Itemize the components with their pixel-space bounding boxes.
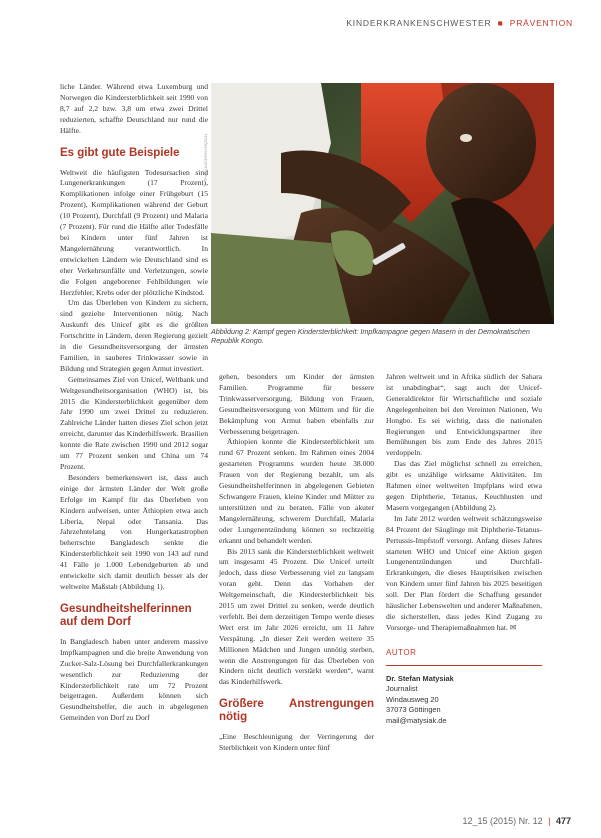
paragraph: Jahren weltweit und in Afrika südlich der Sahara ist unabdingbar“, sagt auch der Unicef-Generaldirektor für Wirtschaftliche und soziale Angelegenheiten bei den Vereinten Nationen, Wu Hongbo. Es sei wichtig, dass die nationalen Regierungen und Entwicklungspartner ihre Bemühungen bis zum Ende des Jahres 2015 verdoppeln.: [386, 372, 542, 458]
paragraph: Besonders bemerkenswert ist, dass auch einige der ärmsten Länder der Welt große Erfolge im Kampf für das Überleben von Kindern aufweisen, unter Äthiopien etwa auch Liberia, Nepal oder Tansania. Das Jahrzehntelang von Hungerkatastrophen beherrschte Bangladesch senkte die Kindersterblichkeit seit 1990 von 143 auf rund 41 Fälle je 1.000 Lebendgeburten ab und entwickelte sich damit deutlich besser als der weltweite Maßstab (Abbildung 1).: [60, 472, 208, 591]
paragraph: Äthiopien konnte die Kindersterblichkeit um rund 67 Prozent senken. Im Rahmen eines 2004 gestarteten Programms wurden heute 38.000 Frauen von der Regierung bezahlt, um als Gesundheitshelferinnen in abgelegenen Gebieten Schwangere Frauen, kleine Kinder und Mütter zu unterstützen und zu beraten. Fälle von akuter Mangelernährung, schwerem Durchfall, Malaria oder Lungenentzündung können so rechtzeitig erkannt und behandelt werden.: [219, 437, 374, 545]
footer-separator: |: [548, 816, 551, 826]
author-name: Dr. Stefan Matysiak: [386, 673, 454, 683]
page-number: 477: [555, 816, 571, 826]
author-divider: [386, 665, 542, 666]
author-role: Journalist: [386, 684, 418, 694]
photo-credit: Foto: UNICEF/NYHQ2011: [203, 133, 208, 180]
column-1: [60, 82, 208, 724]
end-mark-icon: ✉: [509, 622, 517, 632]
paragraph-text: Im Jahr 2012 wurden weltweit schätzungsweise 84 Prozent der Säuglinge mit Diphtherie-Tetanus-Pertussis-Impfstoff versorgt. Anfang dieses Jahres starteten WHO und Unicef eine Aktion gegen Lungenentzündungen und Durchfall-Erkrankungen, die dieses Hauptrisiken zwischen von Kindern unter fünf Jahren bis 2025 beseitigen soll. Der Plan fördert die Schaffung gesunder häuslicher Lebenswelten und anderer Maßnahmen, die sicherstellen, dass jedes Kind Zugang zu Vorsorge- und Therapiemaßnahmen hat.: [386, 513, 542, 632]
paragraph: In Bangladesch haben unter anderem massive Impfkampagnen und die breite Anwendung von Zucker-Salz-Lösung bei Durchfallerkrankungen wesentlich zur Reduzierung der Kindersterblichkeit rate um 72 Prozent beigetragen. Außerdem können sich Gesundheitshelfer, die auch in abgelegenen Gemeinden von Dorf zu Dorf: [60, 636, 208, 723]
paragraph: Um das Überleben von Kindern zu sichern, sind gezielte Interventionen nötig. Nach Auskunft des Unicef gibt es die größten Fortschritte in Ländern, deren Regierung gezielt in die Gesundheitsversorgung der ärmsten Familien, in sauberes Trinkwasser sowie in Bildung und Strategien gegen Armut investiert.: [60, 298, 208, 373]
heading-gute-beispiele: Es gibt gute Beispiele: [60, 146, 180, 159]
page-footer: [463, 816, 571, 826]
author-street: Windausweg 20: [386, 694, 439, 704]
paragraph: Bis 2013 sank die Kindersterblichkeit weltweit um insgesamt 45 Prozent. Die Unicef urteilt jedoch, dass diese Verbesserung viel zu langsam voran geht. Denn das Vorhaben der Weltgemeinschaft, die Kindersterblichkeit bis 2015 um zwei Drittel zu senken, werde deutlich verfehlt. Bei dem derzeitigen Tempo werde dieses Wert erst im Jahr 2026 erreicht, um 11 Jahre Verspätung. „In dieser Zeit werden weitere 35 Millionen Mädchen und Jungen unnötig sterben, wenn die Anstrengungen für das Überleben von Kindern nicht deutlich verstärkt werden“, warnt das Kinderhilfswerk.: [219, 546, 374, 687]
heading-gesundheitshelferinnen: Gesundheitshelferinnen auf dem Dorf: [60, 602, 192, 628]
heading-groessere-anstrengungen: Größere Anstrengungen nötig: [219, 698, 374, 724]
column-3: [386, 372, 542, 726]
paragraph: Das das Ziel möglichst schnell zu erreichen, gibt es unzählige wirksame Aktivitäten. Im Rahmen einer weltweiten Impfplans wird etwa gegen Diphtherie, Tetanus, Keuchhusten und Masern vorgegangen (Abbildung 2).: [386, 459, 542, 512]
author-email[interactable]: mail@matysiak.de: [386, 715, 447, 725]
paragraph: gehen, besonders um Kinder der ärmsten Familien. Programme für bessere Trinkwasserversorgung, Bildung von Frauen, Gesundheitsversorgung von Müttern und für die Bekämpfung von Armut haben ebenfalls zur Verbesserung beigetragen.: [219, 372, 374, 436]
vaccination-photo: [211, 83, 554, 324]
journal-name: KINDERKRANKENSCHWESTER: [346, 18, 492, 28]
paragraph: Gemeinsames Ziel von Unicef, Weltbank und Weltgesundheitsorganisation (WHO) ist, bis 2015 die Kindersterblichkeit gegenüber dem Jahr 1990 um zwei Drittel zu reduzieren. Zahlreiche Länder hatten dieses Ziel schon jetzt erreicht, darunter das Kinderhilfswerk. Brasilien konnte die Rate zwischen 1990 und 2012 sogar um 77 Prozent senken und China um 74 Prozent.: [60, 374, 208, 471]
intro-paragraph: liche Länder. Während etwa Luxemburg und Norwegen die Kindersterblichkeit seit 1990 von 8,7 auf 2,2 bzw. 3,8 um etwa zwei Drittel reduzierten, schaffte Deutschland nur rund die Hälfte.: [60, 82, 208, 135]
issue-info: 12_15 (2015) Nr. 12: [462, 816, 543, 826]
author-label: AUTOR: [386, 647, 417, 657]
section-name: PRÄVENTION: [509, 18, 573, 28]
column-2: [219, 372, 374, 754]
running-header: [346, 18, 573, 28]
paragraph: [386, 514, 542, 634]
paragraph: Weltweit die häufigsten Todesursachen sind Lungenerkrankungen (17 Prozent), Komplikationen infolge einer Frühgeburt (15 Prozent), Komplikationen während der Geburt (10 Prozent), Durchfall (9 Prozent) und Malaria (7 Prozent). Für rund die Hälfte aller Todesfälle bei Kindern unter fünf Jahren ist Mangelernährung verantwortlich. In entwickelten Ländern wie Deutschland sind es eher Verkehrsunfälle und Verletzungen, sowie die Folgen angeborener Fehlbildungen wie Herzfehler, Krebs oder der plötzliche Kindstod.: [60, 167, 208, 297]
header-separator: ■: [497, 18, 504, 28]
paragraph: „Eine Beschleunigung der Verringerung der Sterblichkeit von Kindern unter fünf: [219, 732, 374, 753]
figure-caption: Abbildung 2: Kampf gegen Kindersterblichkeit: Impfkampagne gegen Masern in der Demokratischen Republik Kongo.: [211, 327, 530, 346]
author-city: 37073 Göttingen: [386, 705, 441, 715]
author-box: [386, 648, 542, 726]
